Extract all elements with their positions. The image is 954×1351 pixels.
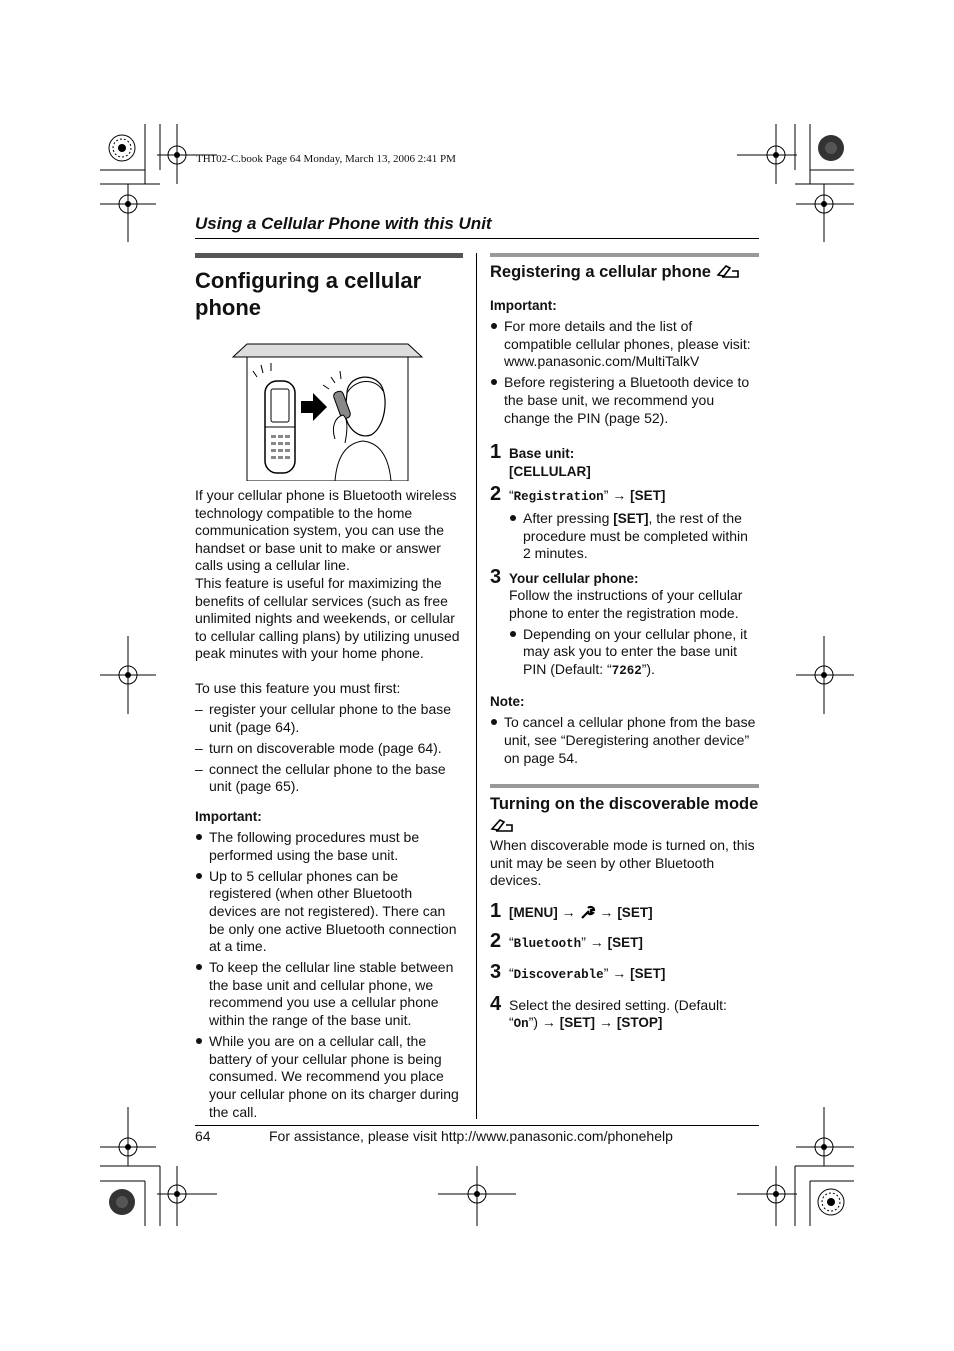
footer-help-text: For assistance, please visit http://www.panasonic.com/phonehelp [269, 1128, 673, 1144]
step-1: 1 Base unit: [CELLULAR] [490, 445, 759, 480]
list-item: To cancel a cellular phone from the base unit, see “Deregistering another device” on page 54. [490, 714, 759, 767]
list-item: The following procedures must be performed using the base unit. [195, 829, 463, 864]
intro-paragraph-1: If your cellular phone is Bluetooth wireless technology compatible to the home communication system, you can use the handset or base unit to make or answer calls using a cellular line. [195, 487, 457, 574]
section-header-title: Using a Cellular Phone with this Unit [195, 214, 492, 233]
page-heading: Configuring a cellular phone [195, 268, 422, 320]
list-item: After pressing [SET], the rest of the procedure must be completed within 2 minutes. [509, 510, 759, 563]
list-item: – connect the cellular phone to the base unit (page 65). [195, 761, 463, 796]
header-rule [195, 238, 759, 239]
list-item: – turn on discoverable mode (page 64). [195, 740, 463, 758]
book-info-line: TH102-C.book Page 64 Monday, March 13, 2006 2:41 PM [196, 153, 456, 165]
discoverable-heading: Turning on the discoverable mode [490, 793, 759, 837]
list-item: – register your cellular phone to the base unit (page 64). [195, 701, 463, 736]
left-column [195, 253, 463, 1121]
list-item: Depending on your cellular phone, it may ask you to enter the base unit PIN (Default: “7262”). [509, 626, 759, 681]
footer-rule [195, 1125, 759, 1126]
right-column [490, 253, 759, 1034]
registering-heading: Registering a cellular phone [490, 261, 759, 283]
note-label: Note: [490, 694, 525, 710]
base-unit-icon [716, 264, 740, 280]
heading-bar [490, 784, 759, 788]
base-unit-icon [490, 818, 514, 834]
stop-key: [STOP] [616, 1015, 663, 1031]
step-2: 2 “Registration” → [SET] After pressing [SET], the rest of the procedure must be completed within 2 minutes. [490, 487, 759, 562]
set-key: [SET] [630, 966, 666, 982]
list-item: While you are on a cellular call, the battery of your cellular phone is being consumed. We recommend you place your cellular phone on its charger during the call. [195, 1033, 463, 1121]
first-steps-label: To use this feature you must first: [195, 679, 401, 696]
disc-step-2: 2 “Bluetooth” → [SET] [490, 929, 643, 952]
important-label: Important: [490, 298, 557, 313]
list-item: Up to 5 cellular phones can be registered (when other Bluetooth devices are not registered). There can be only one active Bluetooth connection at a time. [195, 868, 463, 956]
important-label: Important: [195, 809, 262, 824]
set-key: [SET] [630, 488, 666, 504]
list-item: Before registering a Bluetooth device to the base unit, we recommend you change the PIN (page 52). [490, 374, 759, 427]
list-item: For more details and the list of compatible cellular phones, please visit: www.panasonic.com/MultiTalkV [490, 318, 759, 371]
intro-paragraph-2: This feature is useful for maximizing the benefits of cellular services (such as free unlimited nights and weekends, or cellular to cellular calling plans) by utilizing unused peak minutes with your home phone. [195, 574, 460, 662]
heading-bar [490, 253, 759, 257]
disc-step-3: 3 “Discoverable” → [SET] [490, 961, 666, 984]
disc-step-1: 1 [MENU] → → [SET] [490, 899, 653, 922]
list-item: To keep the cellular line stable between the base unit and cellular phone, we recommend you use a cellular phone within the range of the base unit. [195, 959, 463, 1029]
set-key: [SET] [559, 1015, 596, 1031]
wrench-icon [580, 906, 596, 920]
set-key: [SET] [617, 904, 653, 920]
disc-step-4: 4 Select the desired setting. (Default: “On”) → [SET] → [STOP] [490, 992, 727, 1032]
cellular-phone-illustration [195, 343, 463, 481]
column-divider [476, 253, 477, 1119]
cellular-key: [CELLULAR] [509, 463, 591, 479]
menu-key: [MENU] [509, 904, 558, 920]
page-number: 64 [195, 1128, 211, 1144]
step-3: 3 Your cellular phone: Follow the instructions of your cellular phone to enter the registration mode. Depending on your cellular phone, it may ask you to enter the base unit PIN (Default: “7262”). [490, 570, 759, 681]
set-key: [SET] [607, 934, 643, 950]
discoverable-intro: When discoverable mode is turned on, this unit may be seen by other Bluetooth devices. [490, 837, 755, 889]
heading-bar [195, 253, 463, 258]
